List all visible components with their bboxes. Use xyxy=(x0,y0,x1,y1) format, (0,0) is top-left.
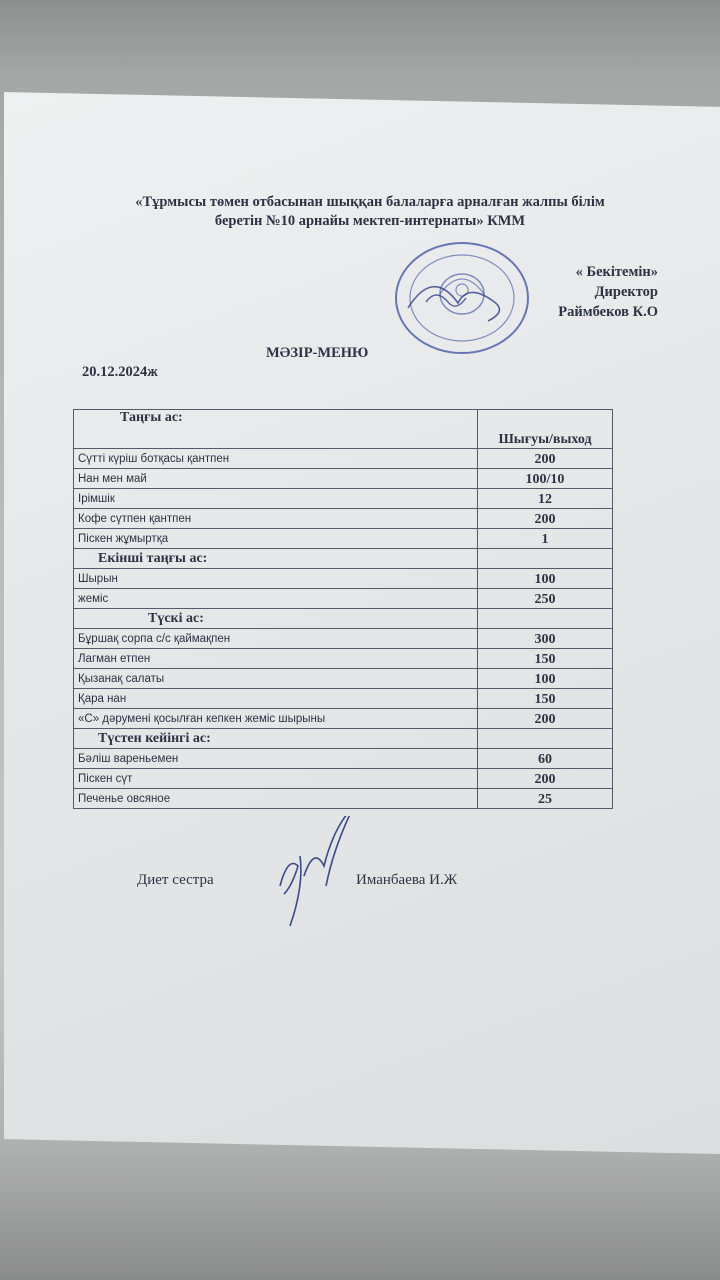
dish-output: 300 xyxy=(478,629,613,649)
meal-section-row xyxy=(74,609,613,629)
dish-output: 150 xyxy=(478,689,613,709)
table-row xyxy=(74,489,613,509)
dish-name: Піскен жұмыртқа xyxy=(74,529,478,549)
table-row xyxy=(74,709,613,729)
dish-name: Нан мен май xyxy=(74,469,478,489)
menu-table xyxy=(73,409,613,809)
dish-name: Бұршақ сорпа с/с қаймақпен xyxy=(74,629,478,649)
dish-output: 12 xyxy=(478,489,613,509)
dish-name: Печенье овсяное xyxy=(74,789,478,809)
table-row xyxy=(74,689,613,709)
org-line-2: беретін №10 арнайы мектеп-интернаты» КММ xyxy=(214,213,526,229)
meal-section-title: Екінші таңғы ас: xyxy=(74,549,478,569)
table-row xyxy=(74,569,613,589)
dish-output: 200 xyxy=(478,509,613,529)
dish-output: 60 xyxy=(478,749,613,769)
approval-name: Раймбеков К.О xyxy=(558,304,658,320)
organization-name xyxy=(80,193,660,231)
dish-output xyxy=(478,609,613,629)
approval-position: Директор xyxy=(594,284,658,300)
dish-output: 200 xyxy=(478,709,613,729)
dish-name: Сүтті күріш ботқасы қантпен xyxy=(74,449,478,469)
dish-output: 25 xyxy=(478,789,613,809)
approval-block xyxy=(558,262,658,322)
document-date: 20.12.2024ж xyxy=(82,364,158,380)
document-title: МӘЗІР-МЕНЮ xyxy=(266,345,369,361)
dish-name: Кофе сүтпен қантпен xyxy=(74,509,478,529)
dish-output: 100 xyxy=(478,569,613,589)
dish-output: 250 xyxy=(478,589,613,609)
table-row xyxy=(74,749,613,769)
header-meal-label: Таңғы ас: xyxy=(74,410,478,449)
footer-name: Иманбаева И.Ж xyxy=(356,872,458,888)
header-output-label: Шығуы/выход xyxy=(478,410,613,449)
meal-section-row xyxy=(74,549,613,569)
official-stamp-seal xyxy=(388,238,536,360)
dish-name: Шырын xyxy=(74,569,478,589)
table-header-row xyxy=(74,410,613,449)
approval-label: « Бекітемін» xyxy=(575,264,658,280)
table-row xyxy=(74,789,613,809)
dish-name: Қызанақ салаты xyxy=(74,669,478,689)
table-row xyxy=(74,649,613,669)
dish-name: «С» дәрумені қосылған кепкен жеміс шырыны xyxy=(74,709,478,729)
table-row xyxy=(74,589,613,609)
dish-output xyxy=(478,729,613,749)
table-row xyxy=(74,769,613,789)
meal-section-row xyxy=(74,729,613,749)
dish-output: 200 xyxy=(478,449,613,469)
dish-output: 1 xyxy=(478,529,613,549)
table-row xyxy=(74,669,613,689)
dish-output xyxy=(478,549,613,569)
dish-name: жеміс xyxy=(74,589,478,609)
table-row xyxy=(74,629,613,649)
meal-section-title: Түстен кейінгі ас: xyxy=(74,729,478,749)
dish-output: 100/10 xyxy=(478,469,613,489)
table-row xyxy=(74,529,613,549)
org-line-1: «Тұрмысы төмен отбасынан шыққан балаларға арналған жалпы білім xyxy=(135,194,605,210)
handwritten-signature xyxy=(270,816,360,932)
table-row xyxy=(74,469,613,489)
table-row xyxy=(74,509,613,529)
dish-name: Лагман етпен xyxy=(74,649,478,669)
dish-name: Қара нан xyxy=(74,689,478,709)
table-row xyxy=(74,449,613,469)
dish-name: Піскен сүт xyxy=(74,769,478,789)
meal-section-title: Түскі ас: xyxy=(74,609,478,629)
dish-output: 150 xyxy=(478,649,613,669)
dish-output: 200 xyxy=(478,769,613,789)
dish-name: Ірімшік xyxy=(74,489,478,509)
dish-name: Бәліш вареньемен xyxy=(74,749,478,769)
dish-output: 100 xyxy=(478,669,613,689)
footer-role: Диет сестра xyxy=(137,872,214,888)
